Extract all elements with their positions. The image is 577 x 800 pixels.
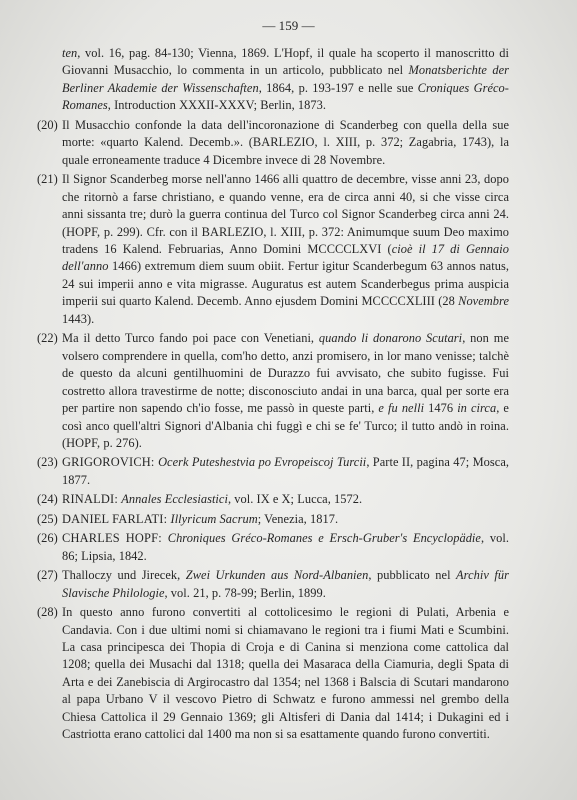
note-fragment: Monatsberichte der Berliner Akademie der Wissenschaften [62,63,509,95]
note-number: (20) [37,117,58,132]
note-21 [37,171,509,328]
note-fragment: Illyricum Sacrum [170,511,258,526]
note-27 [37,567,509,602]
note-fragment: ten [62,46,78,60]
note-fragment: e fu nelli [378,401,425,416]
note-25 [37,511,509,528]
note-number: (25) [37,511,58,526]
note-fragment: , non me volsero comprendere in quella, com'ho detto, anzi promisero, in lor mano venisse; talchè de questo da alcuni gentilhuomini de Durazzo fui avvisato, che subito fugisse. Fui costretto allora travestirme de notte; disconosciuto andai in una barca, qual per sorte era per partire non sapendo ch'io fosse, me passò in queste parti, [62,331,509,416]
note-text [62,531,509,562]
note-fragment: , pubblicato nel [368,568,457,583]
note-fragment: Ocerk Puteshestvia po Evropeiscoj Turcii [158,455,367,470]
note-fragment: , vol. 16, pag. 84-130; Vienna, 1869. L'Hopf, il quale ha scoperto il manoscritto di Giovanni Musacchio, lo commenta in un articolo, pubblicato nel [62,46,509,78]
note-fragment: GRIGOROVICH: [62,455,159,470]
note-fragment: Chroniques Gréco-Romanes e Ersch-Gruber's Encyclopädie [167,531,481,546]
note-text [62,172,509,326]
note-fragment: , vol. IX e X; Lucca, 1572. [227,492,363,507]
continued-note [37,45,509,115]
note-number: (24) [37,492,58,507]
note-fragment: quando li donarono Scutari [318,331,463,346]
note-number: (22) [37,331,58,346]
note-number: (28) [37,605,58,620]
note-number: (26) [37,531,58,546]
note-fragment: 1476 [424,401,458,416]
note-number: (21) [37,172,58,187]
note-20 [37,117,509,169]
note-fragment: , Parte II, pagina 47; Mosca, 1877. [62,455,510,487]
note-fragment: , 1864, p. 193-197 e nelle sue [258,80,418,95]
note-text [62,118,509,167]
note-fragment: Novembre [458,294,509,309]
note-fragment: Ma il detto Turco fando poi pace con Venetiani, [62,331,319,346]
note-fragment: Archiv für Slavische Philologie [62,568,510,600]
note-fragment: Thalloczy und Jirecek, [62,568,186,583]
note-text [62,568,509,599]
note-fragment: 1443). [62,311,95,326]
note-fragment: , vol. 86; Lipsia, 1842. [62,531,509,563]
note-fragment: Zwei Urkunden aus Nord-Albanien [185,568,369,583]
note-26 [37,530,509,565]
note-text [62,331,509,450]
note-text [62,455,509,486]
note-fragment: CHARLES HOPF: [62,531,168,546]
note-text [62,512,338,526]
note-fragment: cioè il 17 di Gennaio dell'anno [62,241,509,274]
note-text [62,605,509,741]
note-fragment: Il Signor Scanderbeg morse nell'anno 1466 alli quattro de decembre, visse anni 23, dopo che ritornò a farse christiano, e quando venne, era de circa anni 40, si che visse circa anni sissanta tre; durò la guerra continua del Turco col Signor Scanderbeg circa anni 24. (HOPF, p. 299). Cfr. con il BARLEZIO, l. XIII, p. 372: Animumque suum Deo maximo tradens 16 Kalend. Februarias, Anno Domini MCCCCLXVI ( [62,172,509,256]
note-fragment: In questo anno furono convertiti al cottolicesimo le regioni di Pulati, Arbenia e Candavia. Con i due ultimi nomi si chiamavano le regioni tra i fiumi Mati e Scumbini. La casa principesca dei Thopia di Croja e di Canina si menziona come cattolica dal 1208; quella dei Musachi dal 1318; quella dei Masaraca della Ciamuria, degli Spata di Arta e dei Zanebiscia di Argirocastro dal 1354; nel 1368 i Balscia di Scutari mandarono al papa Urbano V il vescovo Pietro di Schwatz e furono ammessi nel grembo della Chiesa Cattolica il 29 Gennaio 1369; gli Altisferi di Dania dal 1414; i Dukagini ed i Castriotta erano cattolici dal 1400 ma non si sa esattamente quando furono convertiti. [62,605,509,742]
note-fragment: in circa [457,401,497,416]
note-fragment: RINALDI: [62,492,122,507]
note-24 [37,491,509,508]
note-text [62,492,362,506]
note-28 [37,604,509,744]
note-fragment: , e così anco quell'altri Signori d'Albania chi fuggì e chi se fe' Turco; il tutto andò in roina. (HOPF, p. 276). [62,401,509,450]
note-fragment: ; Venezia, 1817. [257,511,339,526]
note-fragment: Croniques Gréco-Romanes [62,80,509,113]
note-number: (23) [37,455,58,470]
note-23 [37,454,509,489]
page-number: — 159 — [262,18,315,33]
endnotes [37,45,509,746]
note-fragment: DANIEL FARLATI: [62,511,171,526]
note-fragment: Il Musacchio confonde la data dell'incoronazione di Scanderbeg con quella della sue morte: «quarto Kalend. Decemb.». (BARLEZIO, l. XIII, p. 372; Zagabria, 1743), la quale erroneamente traduce 4 Dicembre invece di 28 Novembre. [62,117,509,167]
note-fragment: 1466) extremum diem suum obiit. Fertur igitur Scanderbegum 63 annos natus, 24 sui imperii anno e vita migrasse. Auguratus est autem Scanderbegus prima auspicia imperii sui quarto Kalend. Decemb. Anno ejusdem Domini MCCCCXLIII (28 [62,259,509,309]
continued-note-text [62,46,509,112]
note-22 [37,330,509,452]
note-fragment: , Introduction XXXII-XXXV; Berlin, 1873. [107,98,327,113]
note-fragment: , vol. 21, p. 78-99; Berlin, 1899. [164,585,326,600]
note-number: (27) [37,568,58,583]
note-fragment: Annales Ecclesiastici [121,492,228,507]
